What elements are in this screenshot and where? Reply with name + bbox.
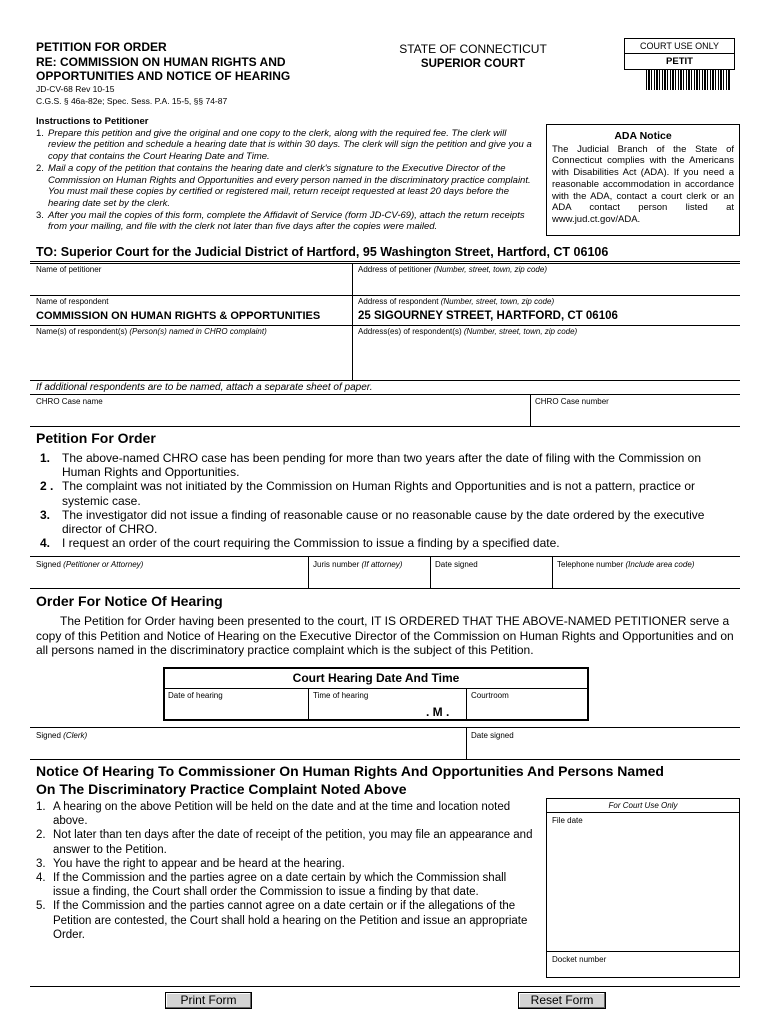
petition-date-signed-field[interactable] (435, 571, 549, 587)
address-respondent-label: Address of respondent (Number, street, town, zip code) (358, 297, 555, 306)
telephone-field[interactable] (557, 571, 737, 587)
name-respondent-field[interactable]: COMMISSION ON HUMAN RIGHTS & OPPORTUNITIES (36, 310, 321, 322)
clerk-signed-label: Signed (Clerk) (36, 731, 88, 740)
form-title-line2: RE: COMMISSION ON HUMAN RIGHTS AND (36, 54, 286, 69)
print-form-button[interactable]: Print Form (165, 992, 252, 1009)
chro-case-number-field[interactable] (535, 408, 738, 425)
name-petitioner-field[interactable] (36, 276, 350, 294)
juris-number-label: Juris number (If attorney) (313, 560, 403, 569)
petition-date-signed-label: Date signed (435, 560, 478, 569)
names-respondents-field[interactable] (36, 339, 350, 379)
petition-list (36, 451, 736, 550)
petition-item: 2 . The complaint was not initiated by the Commission on Human Rights and Opportunities and is not a pattern, practice or systemic case. (40, 479, 695, 508)
instruction-item: 3. After you mail the copies of this form, complete the Affidavit of Service (form JD-CV-69), attach the return receipts from your mailing, and file with the clerk not later than five days after the copies were mailed. (36, 209, 525, 233)
court-use-only-box: COURT USE ONLY (624, 38, 735, 54)
instruction-item: 2. Mail a copy of the petition that contains the hearing date and clerk's signature to the Executive Director of the Commission on Human Rights and Opportunities and every person named in the discriminatory practice complaint. You must mail these copies by certified or registered mail, return receipt requested at least 20 days before the hearing date set by the clerk. (36, 162, 531, 209)
reset-form-button[interactable]: Reset Form (518, 992, 606, 1009)
petition-item: 4. I request an order of the court requiring the Commission to issue a finding by a specified date. (40, 536, 560, 551)
courtroom-field[interactable] (471, 702, 585, 718)
petition-item: 3. The investigator did not issue a finding of reasonable cause or no reasonable cause by the date ordered by the executive director of CHRO. (40, 507, 705, 537)
instructions-title: Instructions to Petitioner (36, 116, 149, 127)
time-suffix: . M . (426, 705, 450, 719)
order-text: The Petition for Order having been presented to the court, IT IS ORDERED THAT THE ABOVE-NAMED PETITIONER serve a copy of this Petition and Notice of Hearing on the Executive Director of the Commission on Human Rights and Opportunities and on all persons named in the discriminatory practice complaint which is the subject of this Petition. (36, 614, 734, 657)
date-of-hearing-label: Date of hearing (168, 691, 223, 700)
clerk-date-signed-label: Date signed (471, 731, 514, 740)
statutes: C.G.S. § 46a-82e; Spec. Sess. P.A. 15-5, §§ 74-87 (36, 96, 228, 106)
notice-item: 4. If the Commission and the parties agree on a date certain by which the Commission shall issue a finding, the Court shall order the Commission to issue a finding by that date. (36, 872, 507, 899)
address-petitioner-label: Address of petitioner (Number, street, town, zip code) (358, 265, 547, 274)
form-title-line3: OPPORTUNITIES AND NOTICE OF HEARING (36, 69, 291, 83)
hearing-box-title: Court Hearing Date And Time (292, 671, 460, 685)
juris-number-field[interactable] (313, 571, 427, 587)
telephone-label: Telephone number (Include area code) (557, 560, 695, 569)
courtroom-label: Courtroom (471, 691, 509, 700)
barcode (646, 70, 730, 90)
notice-item: 2. Not later than ten days after the date of receipt of the petition, you may file an appearance and answer to the Petition. (36, 829, 533, 856)
ada-notice (546, 124, 740, 236)
name-respondent-label: Name of respondent (36, 297, 109, 306)
form-title-line1: PETITION FOR ORDER (36, 40, 167, 54)
addresses-respondents-label: Address(es) of respondent(s) (Number, street, town, zip code) (358, 327, 578, 336)
chro-case-name-field[interactable] (36, 408, 526, 425)
ada-text: The Judicial Branch of the State of Connecticut complies with the Americans with Disabilities Act (ADA). If you need a reasonable accommodation in accordance with the ADA, contact a court clerk or an ADA contact person listed at www.jud.ct.gov/ADA. (552, 143, 734, 225)
petition-signed-label: Signed (Petitioner or Attorney) (36, 560, 144, 569)
notice-item: 3. You have the right to appear and be heard at the hearing. (36, 857, 345, 870)
form-title (36, 40, 290, 84)
notice-item: 5. If the Commission and the parties cannot agree on a date certain or if the allegations of the Petition are contested, the Court shall hold a hearing on the Petition and issue an appropriate Order. (36, 900, 528, 941)
file-date-label: File date (552, 816, 583, 825)
additional-respondents-note: If additional respondents are to be named, attach a separate sheet of paper. (36, 382, 373, 393)
instruction-item: 1. Prepare this petition and give the original and one copy to the clerk, along with the required fee. The clerk will review the petition and schedule a hearing date that is within 30 days. The clerk will sign the petition and give you a copy that contains the Court Hearing Date and Time. (36, 127, 532, 163)
state-name: STATE OF CONNECTICUT (399, 42, 547, 56)
court-name: SUPERIOR COURT (420, 58, 526, 70)
instructions (36, 116, 536, 233)
time-of-hearing-label: Time of hearing (313, 691, 369, 700)
notice-title: Notice Of Hearing To Commissioner On Human Rights And Opportunities And Persons Named On The Discriminatory Practice Complaint Noted Above (36, 763, 664, 797)
to-line: TO: Superior Court for the Judicial District of Hartford, 95 Washington Street, Hartford, CT 06106 (36, 245, 609, 259)
clerk-date-signed-field[interactable] (471, 742, 737, 758)
notice-item: 1. A hearing on the above Petition will be held on the date and at the time and location noted above. (36, 801, 511, 828)
addresses-respondents-field[interactable] (358, 339, 738, 379)
time-of-hearing-field[interactable] (313, 702, 423, 718)
petition-item: 1. The above-named CHRO case has been pending for more than two years after the date of filing with the Commission on Human Rights and Opportunities. (40, 451, 702, 480)
ada-title: ADA Notice (614, 130, 672, 142)
form-number: JD-CV-68 Rev 10-15 (36, 84, 115, 94)
name-petitioner-label: Name of petitioner (36, 265, 102, 274)
address-respondent-field[interactable]: 25 SIGOURNEY STREET, HARTFORD, CT 06106 (358, 310, 618, 322)
date-of-hearing-field[interactable] (168, 702, 304, 718)
court-use-label: For Court Use Only (608, 801, 678, 810)
order-title: Order For Notice Of Hearing (36, 593, 223, 609)
petition-title: Petition For Order (36, 430, 156, 446)
chro-case-number-label: CHRO Case number (535, 397, 609, 406)
petit-code: PETIT (624, 54, 735, 70)
petition-signature-field[interactable] (36, 571, 304, 587)
chro-case-name-label: CHRO Case name (36, 397, 103, 406)
docket-number-label: Docket number (552, 955, 607, 964)
address-petitioner-field[interactable] (358, 276, 738, 294)
notice-list (36, 800, 536, 942)
names-respondents-label: Name(s) of respondent(s) (Person(s) named in CHRO complaint) (36, 327, 267, 336)
clerk-signature-field[interactable] (36, 742, 460, 758)
